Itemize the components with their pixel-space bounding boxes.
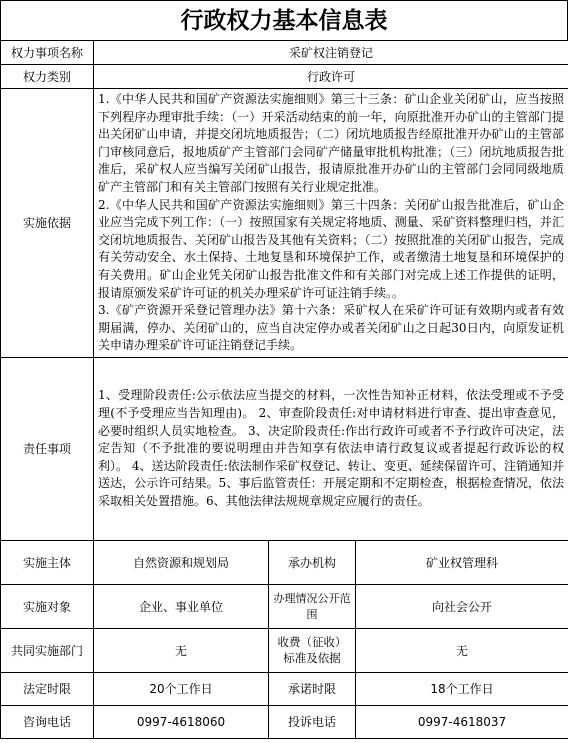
target-label: 实施对象 (1, 584, 94, 628)
target-value: 企业、事业单位 (94, 584, 269, 628)
row-power-name (1, 41, 568, 65)
power-type-label: 权力类别 (1, 65, 94, 89)
row-power-type (1, 65, 568, 89)
complaint-phone: 0997-4618037 (356, 705, 568, 738)
responsibility-label: 责任事项 (1, 357, 94, 540)
deadline-value: 20个工作日 (94, 672, 269, 705)
basis-label: 实施依据 (1, 89, 94, 358)
basis-content (94, 89, 568, 358)
joint-value: 无 (94, 628, 269, 672)
consult-label: 咨询电话 (1, 705, 94, 738)
complaint-label: 投诉电话 (269, 705, 356, 738)
row-subject (1, 540, 568, 584)
office-value: 矿业权管理科 (356, 540, 568, 584)
subject-value: 自然资源和规划局 (94, 540, 269, 584)
basis-paragraph: 3.《矿产资源开采登记管理办法》第十六条：采矿权人在采矿许可证有效期内或者有效期届满，停办、关闭矿山的，应当自决定停办或者关闭矿山之日起30日内，向原发证机关申请办理采矿许可证注销登记手续。 (98, 303, 565, 353)
row-basis (1, 89, 568, 358)
subject-label: 实施主体 (1, 540, 94, 584)
power-name-value: 采矿权注销登记 (94, 41, 568, 65)
row-joint (1, 628, 568, 672)
row-responsibility (1, 357, 568, 540)
consult-phone: 0997-4618060 (94, 705, 269, 738)
responsibility-content: 1、受理阶段责任:公示依法应当提交的材料，一次性告知补正材料，依法受理或不予受理(不予受理应当告知理由)。 2、审查阶段责任:对申请材料进行审查、提出审查意见，必要时组织人员实地检查。 3、决定阶段责任:作出行政许可或者不予行政许可决定，法定告知（不予批准的要说明理由并告知享有依法申请行政复议或者提起行政诉讼的权利）。 4、送达阶段责任:依法制作采矿权登记、转让、变更、延续保留许可、注销通知并送达，公示许可结果。5、事后监管责任：开展定期和不定期检查，根据检查情况，依法采取相关处置措施。6、其他法律法规规章规定应履行的责任。 (94, 357, 568, 540)
row-phone (1, 705, 568, 738)
fee-label: 收费（征收）标准及依据 (269, 628, 356, 672)
basis-paragraph: 2.《中华人民共和国矿产资源法实施细则》第三十四条：关闭矿山报告批准后，矿山企业应当完成下列工作：（一）按照国家有关规定将地质、测量、采矿资料整理归档，并汇交闭坑地质报告、关闭矿山报告及其他有关资料；（二）按照批准的关闭矿山报告，完成有关劳动安全、水土保持、土地复垦和环境保护工作，或者缴清土地复垦和环境保护的有关费用。矿山企业凭关闭矿山报告批准文件和有关部门对完成上述工作提供的证明，报请原颁发采矿许可证的机关办理采矿许可证注销手续。。 (98, 197, 565, 300)
promise-label: 承诺时限 (269, 672, 356, 705)
promise-value: 18个工作日 (356, 672, 568, 705)
row-target (1, 584, 568, 628)
fee-value: 无 (356, 628, 568, 672)
office-label: 承办机构 (269, 540, 356, 584)
info-table (0, 40, 568, 739)
row-deadline (1, 672, 568, 705)
page-title: 行政权力基本信息表 (0, 0, 568, 40)
disclosure-label: 办理情况公开范围 (269, 584, 356, 628)
disclosure-value: 向社会公开 (356, 584, 568, 628)
joint-label: 共同实施部门 (1, 628, 94, 672)
deadline-label: 法定时限 (1, 672, 94, 705)
basis-paragraph: 1.《中华人民共和国矿产资源法实施细则》第三十三条：矿山企业关闭矿山，应当按照下列程序办理审批手续：（一）开采活动结束的前一年，向原批准开办矿山的主管部门提出关闭矿山申请，并提交闭坑地质报告；（二）闭坑地质报告经原批准开办矿山的主管部门审核同意后，报地质矿产主管部门会同矿产储量审批机构批准；（三）闭坑地质报告批准后，采矿权人应当编写关闭矿山报告，报请原批准开办矿山的主管部门会同同级地质矿产主管部门和有关主管部门按照有关行业规定批准。 (98, 92, 565, 194)
power-name-label: 权力事项名称 (1, 41, 94, 65)
power-type-value: 行政许可 (94, 65, 568, 89)
